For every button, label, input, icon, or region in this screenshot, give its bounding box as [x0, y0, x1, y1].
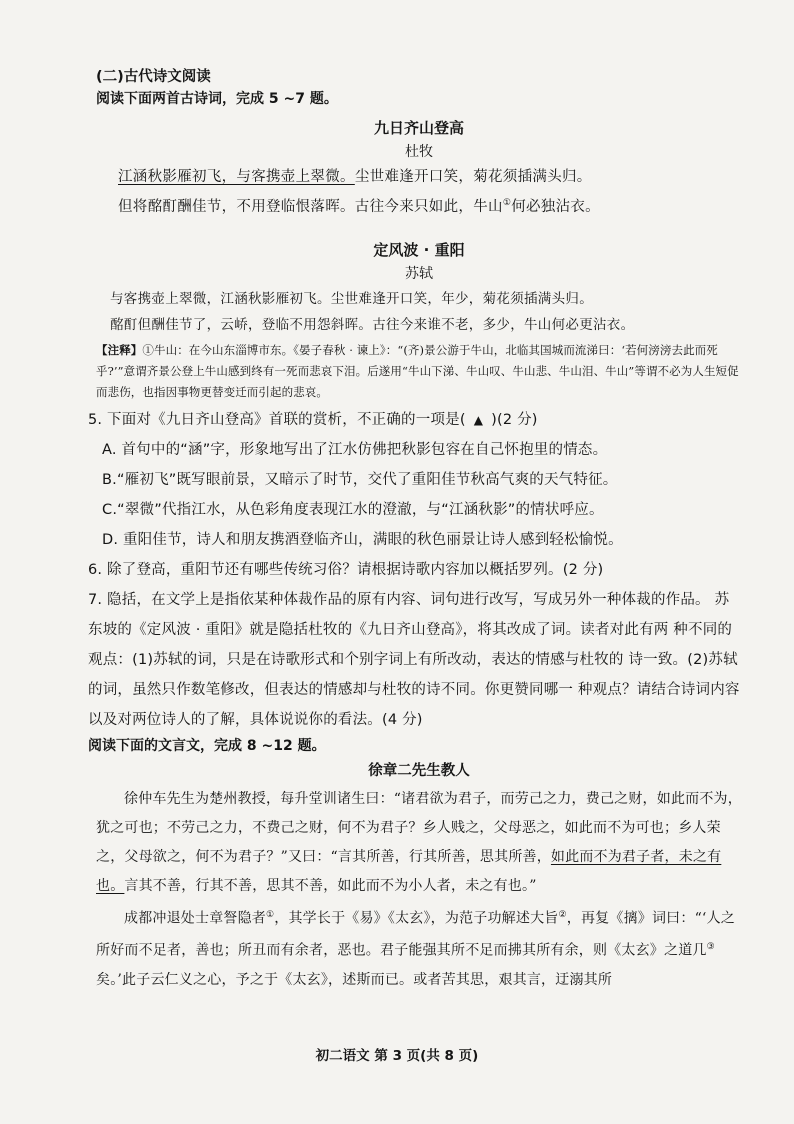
classical-p2-c: ，再复《摛》词曰：“‘人之所好而不足者，善也；所丑而有余者，恶也。君子能强其所不足而拂其所有余，则《太玄》之道几 [96, 910, 735, 960]
instruction-classical: 阅读下面的文言文，完成 8 ~12 题。 [88, 737, 326, 754]
answer-marker: ▲ [473, 412, 484, 427]
option-c: C.“翠微”代指江水，从色彩角度表现江水的澄澈，与“江涵秋影”的情状呼应。 [102, 501, 604, 518]
footnote-marker: ① [502, 198, 512, 208]
poem1-line2 [96, 190, 742, 220]
poem2-line2: 酩酊但酬佳节了，云峤，登临不用怨斜晖。古往今来谁不老，多少，牛山何必更沾衣。 [110, 316, 635, 333]
question-7-line: 种观点？请结合诗词内容以及对两位诗人的了解，具体说说你的看法。(4 分) [88, 681, 740, 728]
question-5 [88, 405, 742, 435]
poem2-title: 定风波 · 重阳 [373, 240, 465, 259]
annotation [96, 340, 742, 403]
poem1-title: 九日齐山登高 [373, 119, 464, 137]
question-5-score: )(2 分) [491, 411, 538, 428]
poem2-line1: 与客携壶上翠微，江涵秋影雁初飞。尘世难逢开口笑，年少，菊花须插满头归。 [110, 290, 593, 307]
question-7-line: 种不同的观点：(1)苏轼的词，只是在诗歌形式和个别字词上有所改动，表达的情感与杜牧的 [88, 621, 733, 668]
questions-block [88, 405, 742, 735]
classical-paragraph-1 [96, 785, 742, 901]
annotation-text: ①牛山：在今山东淄博市东。《晏子春秋 · 谏上》：“(齐)景公游于牛山，北临其国城而流涕曰：‘若何滂滂去此而死乎?’”意谓齐景公登上牛山感到终有一死而悲哀下泪。后遂用“牛山下涕、牛山叹、牛山悲、牛山泪、牛山”等谓不必为人生短促而悲伤，也指因事物更替变迁而引起的悲哀。 [96, 342, 739, 399]
poem1-line2-end: 何必独沾衣。 [511, 198, 600, 215]
classical-p1-underlined: 如此而不为君子者，未之有也。 [96, 848, 722, 894]
poem1-line1-rest: 尘世难逢开口笑，菊花须插满头归。 [354, 169, 592, 185]
question-7-line: 苏东坡的《定风波 · 重阳》就是隐括杜牧的《九日齐山登高》，将其改成了词。读者对此有两 [88, 591, 730, 638]
question-6: 6. 除了登高，重阳节还有哪些传统习俗？请根据诗歌内容加以概括罗列。(2 分) [88, 561, 604, 578]
question-7-line: 诗一致。(2)苏轼的词，虽然只作数笔修改，但表达的情感却与杜牧的诗不同。你更赞同哪一 [88, 651, 738, 698]
classical-paragraph-2 [96, 901, 742, 995]
question-5-stem: 5. 下面对《九日齐山登高》首联的赏析，不正确的一项是( [88, 411, 466, 428]
option-b: B.“雁初飞”既写眼前景，又暗示了时节，交代了重阳佳节秋高气爽的天气特征。 [102, 471, 618, 488]
instruction-poems: 阅读下面两首古诗词，完成 5 ~7 题。 [96, 91, 338, 107]
poem2-author: 苏轼 [405, 265, 433, 282]
footnote-marker: ③ [706, 942, 715, 953]
page-footer: 初二语文 第 3 页(共 8 页) [315, 1048, 479, 1064]
poem1-line2-text: 但将酩酊酬佳节，不用登临恨落晖。古往今来只如此，牛山 [118, 198, 503, 215]
question-7-first: 7. 隐括，在文学上是指依某种体裁作品的原有内容、词句进行改写，写成另外一种体裁的作品。 [88, 591, 710, 608]
poem1-line1 [96, 164, 742, 190]
poem1-author: 杜牧 [405, 144, 433, 160]
classical-title: 徐章二先生教人 [368, 762, 470, 779]
classical-p2-d: 矣。’此子云仁义之心，予之于《太玄》，述斯而已。或者苦其思，艰其言，迂溺其所 [96, 972, 613, 989]
annotation-label: 【注释】 [96, 342, 143, 357]
classical-p1-end: 言其不善，行其不善，思其不善，如此而不为小人者，未之有也。” [124, 877, 537, 894]
classical-p2-a: 成都冲退处士章詧隐者 [124, 910, 266, 927]
section-header: (二)古代诗文阅读 [96, 69, 211, 85]
footnote-marker: ② [558, 909, 567, 920]
classical-p1-text: 徐仲车先生为楚州教授，每升堂训诸生曰：“诸君欲为君子，而劳己之力，费己之财，如此而不为，犹之可也；不劳己之力，不费己之财，何不为君子？乡人贱之，父母恶之，如此而不为可也；乡人荣之，父母欲之，何不为君子？”又曰：“言其所善，行其所善，思其所善， [96, 790, 742, 865]
option-d: D. 重阳佳节，诗人和朋友携酒登临齐山，满眼的秋色丽景让诗人感到轻松愉悦。 [102, 531, 623, 548]
classical-p2-b: ，其学长于《易》《太玄》，为范子功解述大旨 [274, 910, 559, 927]
footnote-marker: ① [266, 909, 275, 920]
poem1-line1-underlined: 江涵秋影雁初飞，与客携壶上翠微。 [118, 169, 355, 185]
question-7 [88, 585, 742, 735]
option-a: A. 首句中的“涵”字，形象地写出了江水仿佛把秋影包容在自己怀抱里的情态。 [102, 441, 608, 458]
